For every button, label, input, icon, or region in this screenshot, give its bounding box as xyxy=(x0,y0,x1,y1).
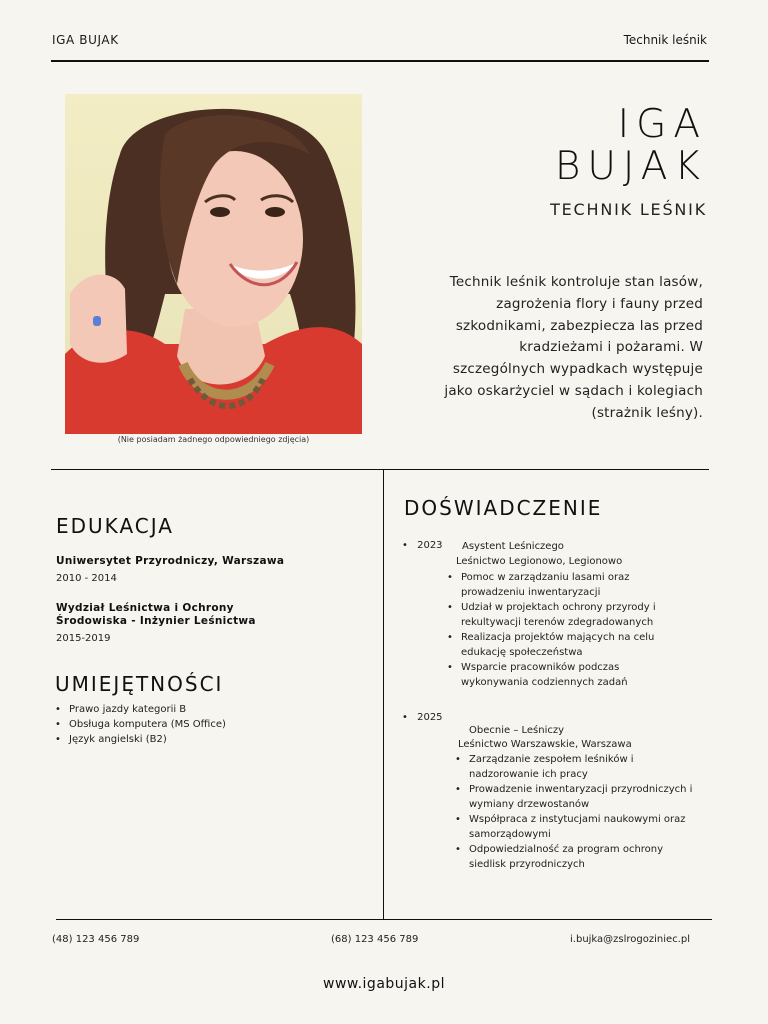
section-divider xyxy=(51,469,709,470)
intro-paragraph xyxy=(403,272,703,425)
experience-place: Leśnictwo Warszawskie, Warszawa xyxy=(458,739,632,750)
education-item xyxy=(56,555,356,584)
last-name: BUJAK xyxy=(554,144,707,189)
experience-title: DOŚWIADCZENIE xyxy=(404,496,603,520)
duty-item: • Pomoc w zarządzaniu lasami oraz prowadzeniu inwentaryzacji xyxy=(461,570,721,600)
header-name: IGA BUJAK xyxy=(52,33,119,47)
duty-item: • Realizacja projektów mających na celu edukację społeczeństwa xyxy=(461,630,721,660)
email-link[interactable]: i.bujka@zslrogoziniec.pl xyxy=(570,934,690,945)
header-divider xyxy=(51,60,709,62)
intro-line: jako oskarżyciel w sądach i kolegiach xyxy=(444,382,703,399)
school-name: Uniwersytet Przyrodniczy, Warszawa xyxy=(56,555,285,567)
phone-2[interactable]: (68) 123 456 789 xyxy=(331,934,419,945)
bullet-dot: • xyxy=(402,712,408,723)
school-name-line2: Środowiska - Inżynier Leśnictwa xyxy=(56,615,256,627)
profile-photo xyxy=(65,94,362,434)
job-title: TECHNIK LEŚNIK xyxy=(550,200,707,219)
intro-line: zagrożenia flory i fauny przed xyxy=(496,295,703,312)
skills-list xyxy=(69,702,226,747)
phone-1[interactable]: (48) 123 456 789 xyxy=(52,934,140,945)
duty-item: • Wsparcie pracowników podczas wykonywania codziennych zadań xyxy=(461,660,721,690)
education-item xyxy=(56,602,356,644)
intro-line: kradzieżami i pożarami. W xyxy=(519,339,703,356)
school-name: Wydział Leśnictwa i Ochrony xyxy=(56,602,234,614)
skill-item: • Prawo jazdy kategorii B xyxy=(69,702,226,717)
duty-item: • Zarządzanie zespołem leśników i nadzorowanie ich pracy xyxy=(469,752,729,782)
duty-item: • Odpowiedzialność za program ochrony siedlisk przyrodniczych xyxy=(469,842,729,872)
footer-divider xyxy=(56,919,712,920)
experience-position: Obecnie – Leśniczy xyxy=(469,725,565,736)
duty-item: • Współpraca z instytucjami naukowymi oraz samorządowymi xyxy=(469,812,729,842)
intro-line: szczególnych wypadkach występuje xyxy=(452,361,703,378)
skills-title: UMIEJĘTNOŚCI xyxy=(55,672,224,696)
school-years: 2015-2019 xyxy=(56,633,111,644)
education-title: EDUKACJA xyxy=(56,514,174,538)
duty-item: • Udział w projektach ochrony przyrody i rekultywacji terenów zdegradowanych xyxy=(461,600,721,630)
website-link[interactable]: www.igabujak.pl xyxy=(323,976,445,992)
experience-year: 2025 xyxy=(417,712,443,723)
header-role: Technik leśnik xyxy=(623,33,707,47)
intro-line: (strażnik leśny). xyxy=(591,404,703,421)
first-name: IGA xyxy=(617,102,707,147)
experience-position: Asystent Leśniczego xyxy=(462,541,564,552)
skill-item: • Obsługa komputera (MS Office) xyxy=(69,717,226,732)
duty-item: • Prowadzenie inwentaryzacji przyrodniczych i wymiany drzewostanów xyxy=(469,782,729,812)
duties-list xyxy=(469,752,729,872)
experience-year: 2023 xyxy=(417,540,443,551)
bullet-dot: • xyxy=(402,540,408,551)
column-divider xyxy=(383,469,384,919)
intro-line: szkodnikami, zabezpiecza las przed xyxy=(455,317,703,334)
experience-place: Leśnictwo Legionowo, Legionowo xyxy=(456,556,623,567)
intro-line: Technik leśnik kontroluje stan lasów, xyxy=(449,274,703,290)
photo-caption: (Nie posiadam żadnego odpowiedniego zdjęcia) xyxy=(117,435,310,444)
school-years: 2010 - 2014 xyxy=(56,573,117,584)
skill-item: • Język angielski (B2) xyxy=(69,732,226,747)
duties-list xyxy=(461,570,721,690)
